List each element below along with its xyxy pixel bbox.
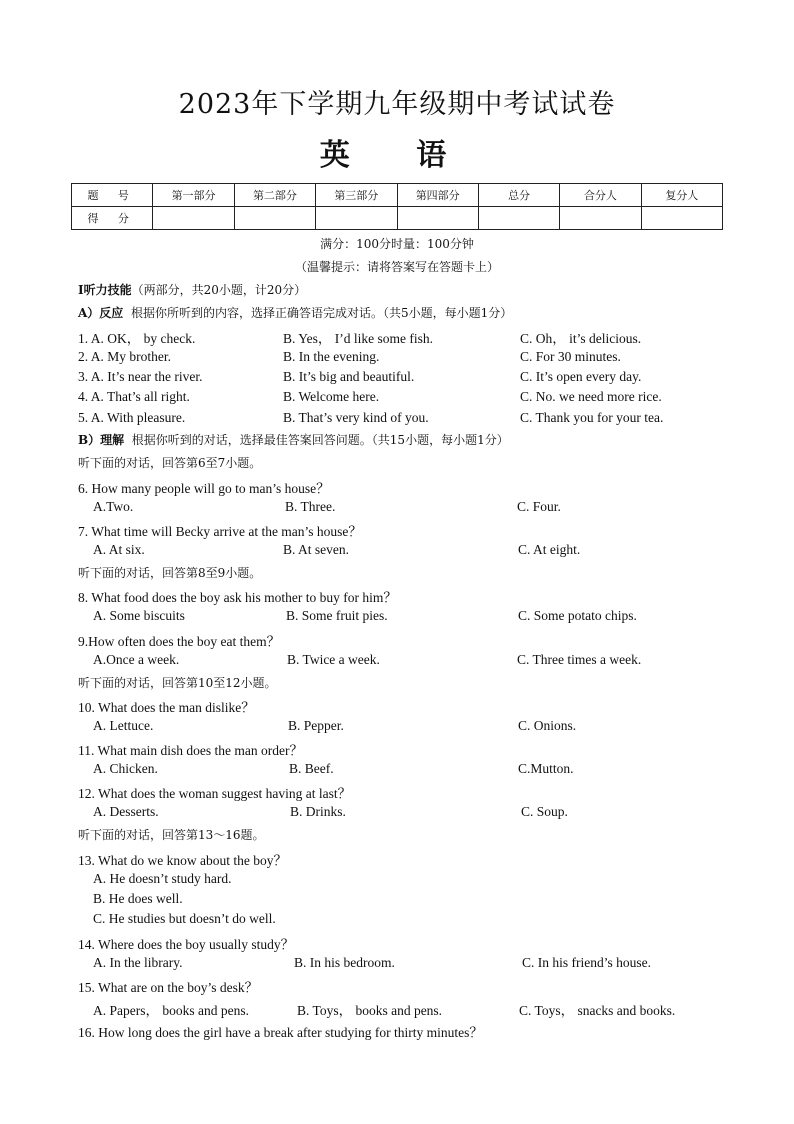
partA-heading [78, 304, 512, 321]
option-c: C. It’s open every day. [520, 369, 642, 384]
option-c: C. Some potato chips. [518, 608, 637, 623]
section1-title: I听力技能 [78, 283, 132, 297]
option-b: B. That’s very kind of you. [283, 410, 429, 425]
score-input-cell[interactable] [234, 207, 315, 230]
partB-heading [78, 431, 509, 448]
option-a: 4. A. That’s all right. [78, 389, 190, 404]
option-c: C. For 30 minutes. [520, 349, 621, 364]
question-stem: 7. What time will Becky arrive at the man’s house？ [78, 524, 362, 539]
question-stem: 10. What does the man dislike？ [78, 700, 255, 715]
question-stem: 15. What are on the boy’s desk？ [78, 980, 259, 995]
score-table [71, 183, 723, 230]
option-a: 3. A. It’s near the river. [78, 369, 203, 384]
section1-heading [78, 281, 306, 298]
option-c: C. Oh， it’s delicious. [520, 331, 642, 346]
question-stem: 13. What do we know about the boy？ [78, 853, 287, 868]
option-a: A. Chicken. [93, 761, 158, 776]
partB-label: B）理解 [78, 433, 125, 447]
option-a: 1. A. OK， by check. [78, 331, 196, 346]
option-a: 5. A. With pleasure. [78, 410, 186, 425]
partA-label: A）反应 [78, 306, 124, 320]
instruction-line: 听下面的对话，回答第13～16题。 [78, 828, 265, 842]
option-b: B. It’s big and beautiful. [283, 369, 415, 384]
question-stem: 6. How many people will go to man’s house？ [78, 481, 330, 496]
score-cell: 第二部分 [234, 184, 315, 207]
option-c: C. No. we need more rice. [520, 389, 662, 404]
option-c: C. Toys， snacks and books. [519, 1003, 676, 1018]
question-stem: 9.How often does the boy eat them？ [78, 634, 281, 649]
option-b: B. Toys， books and pens. [297, 1003, 443, 1018]
score-input-cell[interactable] [397, 207, 478, 230]
section1-note: （两部分，共20小题，计20分） [131, 283, 307, 297]
question-stem: 11. What main dish does the man order？ [78, 743, 303, 758]
option-b: B. Yes， I’d like some fish. [283, 331, 434, 346]
full-marks-line: 满分：100分时量：100分钟 [320, 237, 474, 251]
option-c: C. In his friend’s house. [522, 955, 651, 970]
option-c: C. Thank you for your tea. [520, 410, 664, 425]
question-stem: 16. How long does the girl have a break after studying for thirty minutes？ [78, 1025, 483, 1040]
score-cell: 复分人 [641, 184, 722, 207]
option-b: B. At seven. [283, 542, 349, 557]
option-b: B. Twice a week. [287, 652, 380, 667]
instruction-line: 听下面的对话，回答第8至9小题。 [78, 566, 262, 580]
option-c: C. He studies but doesn’t do well. [93, 911, 276, 926]
option-b: B. Welcome here. [283, 389, 380, 404]
score-cell: 总分 [478, 184, 559, 207]
question-stem: 12. What does the woman suggest having at last？ [78, 786, 352, 801]
option-b: B. He does well. [93, 891, 183, 906]
option-a: A. Papers， books and pens. [93, 1003, 249, 1018]
option-b: B. Three. [285, 499, 336, 514]
instruction-line: 听下面的对话，回答第6至7小题。 [78, 456, 262, 470]
option-c: C. Soup. [521, 804, 568, 819]
option-c: C. At eight. [518, 542, 581, 557]
option-a: A. In the library. [93, 955, 183, 970]
option-c: C. Four. [517, 499, 561, 514]
score-input-cell[interactable] [478, 207, 559, 230]
option-c: C. Onions. [518, 718, 577, 733]
score-input-cell[interactable] [641, 207, 722, 230]
partA-desc: 根据你所听到的内容，选择正确答语完成对话。（共5小题，每小题1分） [130, 306, 513, 320]
score-table-header-row [72, 184, 723, 207]
option-a: A. Lettuce. [93, 718, 154, 733]
option-a: A. Some biscuits [93, 608, 185, 623]
option-b: B. In the evening. [283, 349, 380, 364]
page-title: 2023年下学期九年级期中考试试卷 [178, 89, 616, 120]
option-a: A. Desserts. [93, 804, 159, 819]
score-input-cell[interactable] [560, 207, 641, 230]
score-input-cell[interactable] [153, 207, 234, 230]
score-table-score-row [72, 207, 723, 230]
option-b: B. Drinks. [290, 804, 346, 819]
option-b: B. Beef. [289, 761, 334, 776]
subject-title: 英 语 [319, 138, 475, 173]
option-a: A. At six. [93, 542, 145, 557]
option-b: B. Pepper. [288, 718, 344, 733]
option-a: A.Two. [93, 499, 134, 514]
option-c: C. Three times a week. [517, 652, 642, 667]
option-b: B. In his bedroom. [294, 955, 395, 970]
score-cell: 题 号 [72, 184, 153, 207]
option-b: B. Some fruit pies. [286, 608, 388, 623]
score-cell: 第四部分 [397, 184, 478, 207]
question-stem: 8. What food does the boy ask his mother to buy for him？ [78, 590, 397, 605]
instruction-line: 听下面的对话，回答第10至12小题。 [78, 676, 277, 690]
option-a: A.Once a week. [93, 652, 180, 667]
option-c: C.Mutton. [518, 761, 574, 776]
partB-desc: 根据你听到的对话，选择最佳答案回答问题。（共15小题，每小题1分） [131, 433, 509, 447]
score-input-cell[interactable] [316, 207, 397, 230]
question-stem: 14. Where does the boy usually study？ [78, 937, 295, 952]
score-cell: 第三部分 [316, 184, 397, 207]
score-cell: 合分人 [560, 184, 641, 207]
score-cell: 得 分 [72, 207, 153, 230]
option-a: A. He doesn’t study hard. [93, 871, 232, 886]
option-a: 2. A. My brother. [78, 349, 171, 364]
score-cell: 第一部分 [153, 184, 234, 207]
tip-line: （温馨提示：请将答案写在答题卡上） [294, 260, 499, 274]
